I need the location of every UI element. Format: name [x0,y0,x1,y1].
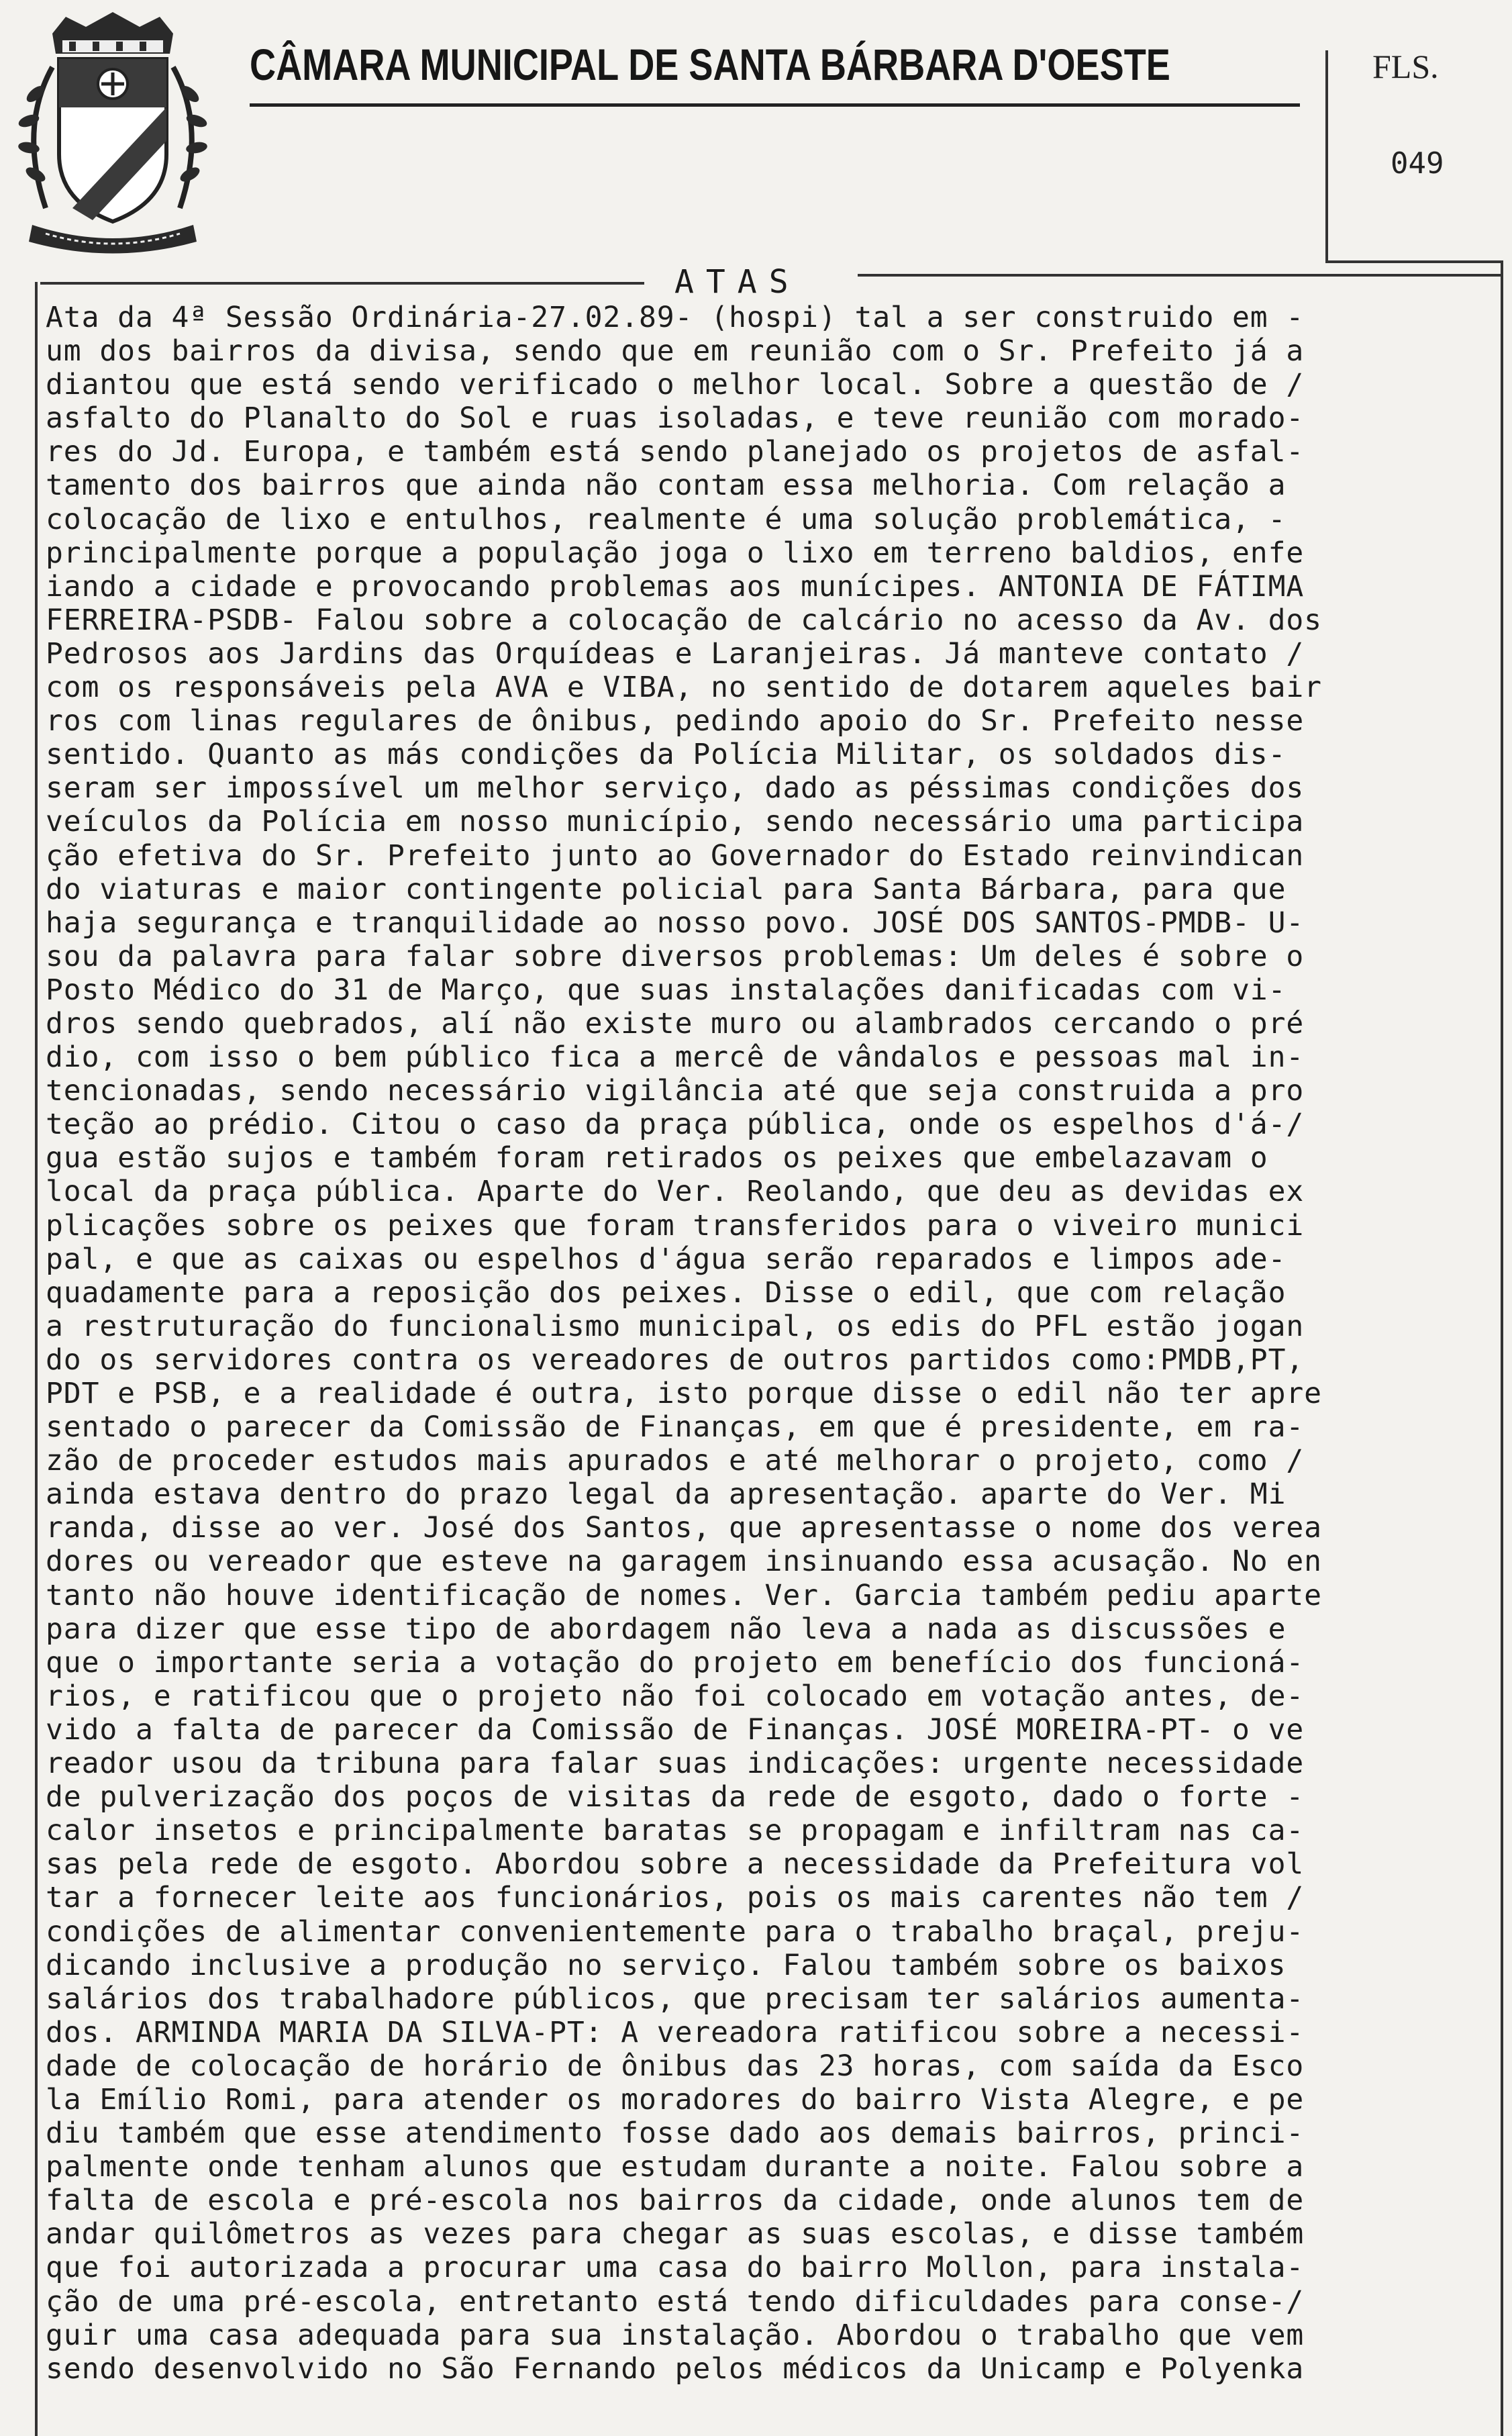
text-line: asfalto do Planalto do Sol e ruas isoladas, e teve reunião com morado- [46,401,1305,436]
text-line: que foi autorizada a procurar uma casa do bairro Mollon, para instala- [46,2251,1305,2285]
text-line: dicando inclusive a produção no serviço. Falou também sobre os baixos [46,1948,1287,1982]
text-line: com os responsáveis pela AVA e VIBA, no sentido de dotarem aqueles bair [46,671,1322,705]
text-line: principalmente porque a população joga o lixo em terreno baldios, enfe [46,536,1305,570]
text-line: res do Jd. Europa, e também está sendo planejado os projetos de asfal- [46,435,1305,469]
text-line: para dizer que esse tipo de abordagem não leva a nada as discussões e [46,1612,1287,1646]
text-line: diu também que esse atendimento fosse dado aos demais bairros, princi- [46,2116,1305,2151]
text-line: um dos bairros da divisa, sendo que em reunião com o Sr. Prefeito já a [46,334,1305,369]
text-line: tencionadas, sendo necessário vigilância até que seja construida a pro [46,1074,1305,1108]
text-line: do os servidores contra os vereadores de outros partidos como:PMDB,PT, [46,1343,1305,1377]
text-line: plicações sobre os peixes que foram transferidos para o viveiro munici [46,1208,1305,1243]
text-line: teção ao prédio. Citou o caso da praça pública, onde os espelhos d'á-/ [46,1108,1305,1142]
text-line: de pulverização dos poços de visitas da rede de esgoto, dado o forte - [46,1780,1305,1814]
text-line: diantou que está sendo verificado o melhor local. Sobre a questão de / [46,368,1305,402]
text-line: rios, e ratificou que o projeto não foi colocado em votação antes, de- [46,1679,1305,1713]
text-line: sas pela rede de esgoto. Abordou sobre a necessidade da Prefeitura vol [46,1847,1305,1882]
text-line: sentado o parecer da Comissão de Finanças, em que é presidente, em ra- [46,1410,1305,1445]
folio-divider [1325,50,1328,262]
text-line: vido a falta de parecer da Comissão de Finanças. JOSÉ MOREIRA-PT- o ve [46,1712,1305,1747]
title-underline [250,103,1300,107]
section-rule-right [858,274,1503,277]
text-line: tamento dos bairros que ainda não contam essa melhoria. Com relação a [46,469,1287,503]
text-line: sendo desenvolvido no São Fernando pelos médicos da Unicamp e Polyenka [46,2351,1305,2386]
text-frame-right [1501,263,1503,2436]
organization-title: CÂMARA MUNICIPAL DE SANTA BÁRBARA D'OESTE [250,40,1170,89]
text-line: sou da palavra para falar sobre diversos problemas: Um deles é sobre o [46,939,1305,973]
section-rule-left [40,282,644,285]
text-line: randa, disse ao ver. José dos Santos, que apresentasse o nome dos verea [46,1511,1322,1545]
text-line: iando a cidade e provocando problemas aos munícipes. ANTONIA DE FÁTIMA [46,569,1305,603]
text-line: do viaturas e maior contingente policial para Santa Bárbara, para que [46,872,1287,906]
text-line: gua estão sujos e também foram retirados os peixes que embelazavam o [46,1141,1268,1175]
text-line: andar quilômetros as vezes para chegar as suas escolas, e disse também [46,2217,1305,2251]
section-title: ATAS [674,263,801,301]
text-line: la Emílio Romi, para atender os moradores do bairro Vista Alegre, e pe [46,2082,1305,2116]
municipal-coat-of-arms [5,7,220,255]
text-line: colocação de lixo e entulhos, realmente é uma solução problemática, - [46,502,1287,536]
text-line: ros com linas regulares de ônibus, pedindo apoio do Sr. Prefeito nesse [46,704,1305,738]
text-line: Posto Médico do 31 de Março, que suas instalações danificadas com vi- [46,973,1287,1007]
text-line: dos. ARMINDA MARIA DA SILVA-PT: A vereadora ratificou sobre a necessi- [46,2015,1305,2049]
text-line: tanto não houve identificação de nomes. Ver. Garcia também pediu aparte [46,1578,1322,1612]
text-line: ainda estava dentro do prazo legal da apresentação. aparte do Ver. Mi [46,1477,1287,1512]
text-line: quadamente para a reposição dos peixes. Disse o edil, que com relação [46,1275,1287,1310]
text-line: guir uma casa adequada para sua instalação. Abordou o trabalho que vem [46,2318,1305,2352]
text-line: Pedrosos aos Jardins das Orquídeas e Laranjeiras. Já manteve contato / [46,636,1305,671]
folio-number: 049 [1391,146,1444,181]
folio-bottom-rule [1325,260,1503,263]
text-line: dio, com isso o bem público fica a mercê de vândalos e pessoas mal in- [46,1040,1305,1075]
text-line: PDT e PSB, e a realidade é outra, isto porque disse o edil não ter apre [46,1377,1322,1410]
folio-label: FLS. [1372,48,1439,85]
text-line: palmente onde tenham alunos que estudam durante a noite. Falou sobre a [46,2150,1305,2184]
text-line: seram ser impossível um melhor serviço, dado as péssimas condições dos [46,771,1305,806]
text-line: zão de proceder estudos mais apurados e até melhorar o projeto, como / [46,1444,1305,1478]
text-line: haja segurança e tranquilidade ao nosso povo. JOSÉ DOS SANTOS-PMDB- U- [46,906,1305,940]
text-line: tar a fornecer leite aos funcionários, pois os mais carentes não tem / [46,1881,1305,1915]
text-line: FERREIRA-PSDB- Falou sobre a colocação de calcário no acesso da Av. dos [46,603,1322,637]
text-line: ção efetiva do Sr. Prefeito junto ao Governador do Estado reinvindican [46,838,1305,873]
text-line: que o importante seria a votação do projeto em benefício dos funcioná- [46,1645,1305,1679]
text-line: local da praça pública. Aparte do Ver. Reolando, que deu as devidas ex [46,1175,1305,1209]
text-line: reador usou da tribuna para falar suas indicações: urgente necessidade [46,1747,1305,1781]
text-frame-left [35,282,38,2436]
text-line: a restruturação do funcionalismo municipal, os edis do PFL estão jogan [46,1309,1305,1343]
text-line: ção de uma pré-escola, entretanto está tendo dificuldades para conse-/ [46,2284,1305,2319]
text-line: Ata da 4ª Sessão Ordinária-27.02.89- (hospi) tal a ser construido em - [46,301,1305,334]
text-line: dade de colocação de horário de ônibus das 23 horas, com saída da Esco [46,2049,1305,2083]
text-line: dores ou vereador que esteve na garagem insinuando essa acusação. No en [46,1545,1322,1579]
text-line: condições de alimentar convenientemente para o trabalho braçal, preju- [46,1914,1305,1949]
text-line: sentido. Quanto as más condições da Polícia Militar, os soldados dis- [46,738,1287,772]
text-line: dros sendo quebrados, alí não existe muro ou alambrados cercando o pré [46,1006,1305,1040]
text-line: falta de escola e pré-escola nos bairros da cidade, onde alunos tem de [46,2184,1305,2218]
text-line: salários dos trabalhadore públicos, que precisam ter salários aumenta- [46,1982,1305,2016]
text-line: pal, e que as caixas ou espelhos d'água serão reparados e limpos ade- [46,1242,1287,1276]
text-line: veículos da Polícia em nosso município, sendo necessário uma participa [46,805,1305,839]
minutes-text [46,301,1495,2386]
text-line: calor insetos e principalmente baratas se propagam e infiltram nas ca- [46,1814,1305,1848]
